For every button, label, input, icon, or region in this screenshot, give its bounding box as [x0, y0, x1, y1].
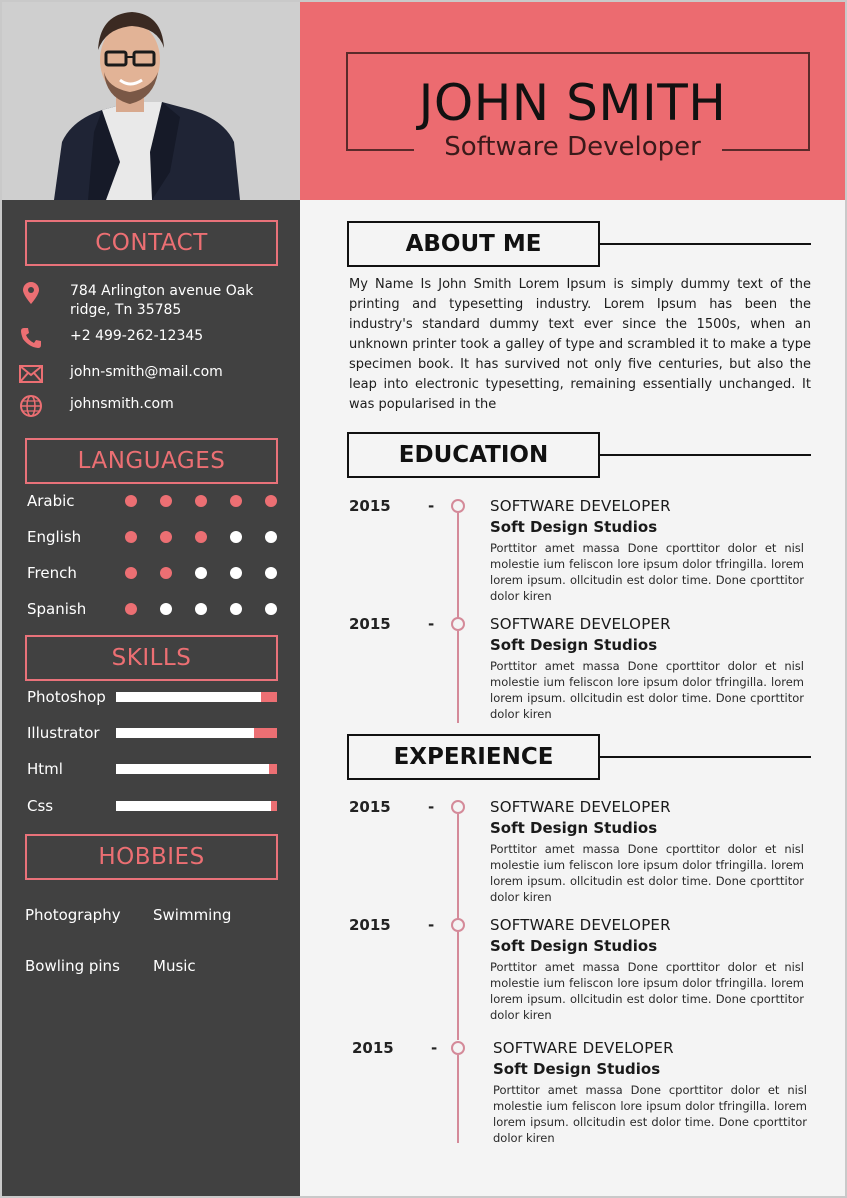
about-heading: ABOUT ME — [347, 221, 600, 267]
profile-photo — [2, 2, 300, 200]
entry-role: SOFTWARE DEVELOPER — [490, 798, 671, 816]
skill-row-illustrator — [27, 723, 282, 743]
skill-row-html — [27, 759, 282, 779]
skill-row-css — [27, 796, 282, 816]
timeline-node-icon — [451, 918, 465, 932]
language-row-french — [27, 563, 282, 583]
hobby-item: Swimming — [153, 906, 232, 924]
entry-year: 2015 — [349, 798, 391, 816]
rating-dot-empty — [195, 603, 207, 615]
language-name: Arabic — [27, 492, 75, 510]
phone-icon — [18, 327, 44, 349]
rating-dot-empty — [265, 603, 277, 615]
skill-bar-fill — [116, 801, 271, 811]
rating-dot-filled — [125, 531, 137, 543]
language-row-spanish — [27, 599, 282, 619]
full-name: JOHN SMITH — [418, 74, 727, 132]
phone-text: +2 499-262-12345 — [70, 328, 204, 344]
language-name: Spanish — [27, 600, 87, 618]
rating-dot-empty — [230, 531, 242, 543]
timeline-node-icon — [451, 1041, 465, 1055]
entry-description: Porttitor amet massa Done cporttitor dolor et nisl molestie ium feliscon lore ipsum dolor tfringilla. lorem lorem ipsum. ollcitudin est dolor time. Done cporttitor dolor kiren — [490, 960, 804, 1022]
address-text: 784 Arlington avenue Oak ridge, Tn 35785 — [70, 283, 254, 318]
entry-year: 2015 — [349, 497, 391, 515]
language-row-english — [27, 527, 282, 547]
entry-description: Porttitor amet massa Done cporttitor dolor et nisl molestie ium feliscon lore ipsum dolor tfringilla. lorem lorem ipsum. ollcitudin est dolor time. Done cporttitor dolor kiren — [490, 541, 804, 603]
rating-dot-empty — [160, 603, 172, 615]
contact-email[interactable] — [18, 363, 270, 385]
language-name: French — [27, 564, 77, 582]
globe-icon — [18, 395, 44, 417]
skill-name: Illustrator — [27, 724, 100, 742]
entry-year: 2015 — [349, 615, 391, 633]
entry-dash: - — [428, 916, 435, 934]
rating-dot-filled — [125, 603, 137, 615]
name-header — [300, 2, 845, 200]
rating-dot-filled — [230, 495, 242, 507]
entry-dash: - — [428, 798, 435, 816]
languages-heading: LANGUAGES — [25, 438, 278, 484]
entry-dash: - — [431, 1039, 438, 1057]
section-divider — [600, 454, 811, 456]
rating-dot-filled — [160, 567, 172, 579]
portrait-image — [2, 2, 300, 200]
website-link[interactable]: johnsmith.com — [70, 396, 174, 412]
entry-role: SOFTWARE DEVELOPER — [490, 615, 671, 633]
entry-role: SOFTWARE DEVELOPER — [493, 1039, 674, 1057]
skill-bar — [116, 764, 277, 774]
rating-dot-empty — [230, 603, 242, 615]
rating-dot-empty — [230, 567, 242, 579]
skills-heading: SKILLS — [25, 635, 278, 681]
rating-dot-filled — [125, 495, 137, 507]
timeline-line — [457, 814, 459, 920]
entry-organization: Soft Design Studios — [493, 1060, 661, 1078]
contact-heading: CONTACT — [25, 220, 278, 266]
entry-organization: Soft Design Studios — [490, 819, 658, 837]
rating-dot-filled — [195, 531, 207, 543]
entry-dash: - — [428, 615, 435, 633]
entry-description: Porttitor amet massa Done cporttitor dolor et nisl molestie ium feliscon lore ipsum dolor tfringilla. lorem lorem ipsum. ollcitudin est dolor time. Done cporttitor dolor kiren — [490, 842, 804, 904]
skill-name: Photoshop — [27, 688, 106, 706]
contact-website[interactable] — [18, 395, 270, 417]
envelope-icon — [18, 363, 44, 385]
education-heading: EDUCATION — [347, 432, 600, 478]
entry-role: SOFTWARE DEVELOPER — [490, 916, 671, 934]
language-rating — [125, 603, 277, 615]
language-name: English — [27, 528, 82, 546]
hobby-item: Photography — [25, 906, 121, 924]
language-rating — [125, 531, 277, 543]
entry-organization: Soft Design Studios — [490, 937, 658, 955]
skill-bar — [116, 801, 277, 811]
contact-phone — [18, 327, 270, 349]
entry-organization: Soft Design Studios — [490, 518, 658, 536]
rating-dot-filled — [160, 495, 172, 507]
email-link[interactable]: john-smith@mail.com — [70, 364, 223, 380]
hobby-item: Music — [153, 957, 196, 975]
timeline-line — [457, 932, 459, 1040]
entry-description: Porttitor amet massa Done cporttitor dolor et nisl molestie ium feliscon lore ipsum dolor tfringilla. lorem lorem ipsum. ollcitudin est dolor time. Done cporttitor dolor kiren — [493, 1083, 807, 1145]
skill-name: Css — [27, 797, 54, 815]
entry-year: 2015 — [349, 916, 391, 934]
entry-role: SOFTWARE DEVELOPER — [490, 497, 671, 515]
language-row-arabic — [27, 491, 282, 511]
language-rating — [125, 567, 277, 579]
entry-year: 2015 — [352, 1039, 394, 1057]
rating-dot-filled — [265, 495, 277, 507]
sidebar — [2, 2, 300, 1196]
timeline-line — [457, 513, 459, 620]
timeline-node-icon — [451, 499, 465, 513]
skill-bar-fill — [116, 728, 254, 738]
timeline-line — [457, 1055, 459, 1143]
entry-dash: - — [428, 497, 435, 515]
rating-dot-filled — [160, 531, 172, 543]
contact-address — [18, 282, 270, 320]
skill-bar — [116, 692, 277, 702]
skill-bar-fill — [116, 764, 269, 774]
timeline-line — [457, 631, 459, 723]
skill-bar — [116, 728, 277, 738]
entry-description: Porttitor amet massa Done cporttitor dolor et nisl molestie ium feliscon lore ipsum dolor tfringilla. lorem lorem ipsum. ollcitudin est dolor time. Done cporttitor dolor kiren — [490, 659, 804, 721]
rating-dot-empty — [265, 567, 277, 579]
experience-heading: EXPERIENCE — [347, 734, 600, 780]
section-divider — [600, 243, 811, 245]
about-text: My Name Is John Smith Lorem Ipsum is simply dummy text of the printing and typesetting industry. Lorem Ipsum has been the industry's standard dummy text ever since the 1500s, when an unknown printer took a galley of type and scrambled it to make a type specimen book. It has survived not only five centuries, but also the leap into electronic typesetting, remaining essentially unchanged. It was popularised in the — [349, 277, 811, 412]
hobbies-heading: HOBBIES — [25, 834, 278, 880]
skill-row-photoshop — [27, 687, 282, 707]
language-rating — [125, 495, 277, 507]
rating-dot-empty — [195, 567, 207, 579]
job-title: Software Developer — [444, 132, 701, 162]
timeline-node-icon — [451, 617, 465, 631]
skill-name: Html — [27, 760, 63, 778]
skill-bar-fill — [116, 692, 261, 702]
hobby-item: Bowling pins — [25, 957, 120, 975]
location-pin-icon — [18, 282, 44, 304]
timeline-node-icon — [451, 800, 465, 814]
rating-dot-filled — [195, 495, 207, 507]
entry-organization: Soft Design Studios — [490, 636, 658, 654]
rating-dot-filled — [125, 567, 137, 579]
section-divider — [600, 756, 811, 758]
rating-dot-empty — [265, 531, 277, 543]
